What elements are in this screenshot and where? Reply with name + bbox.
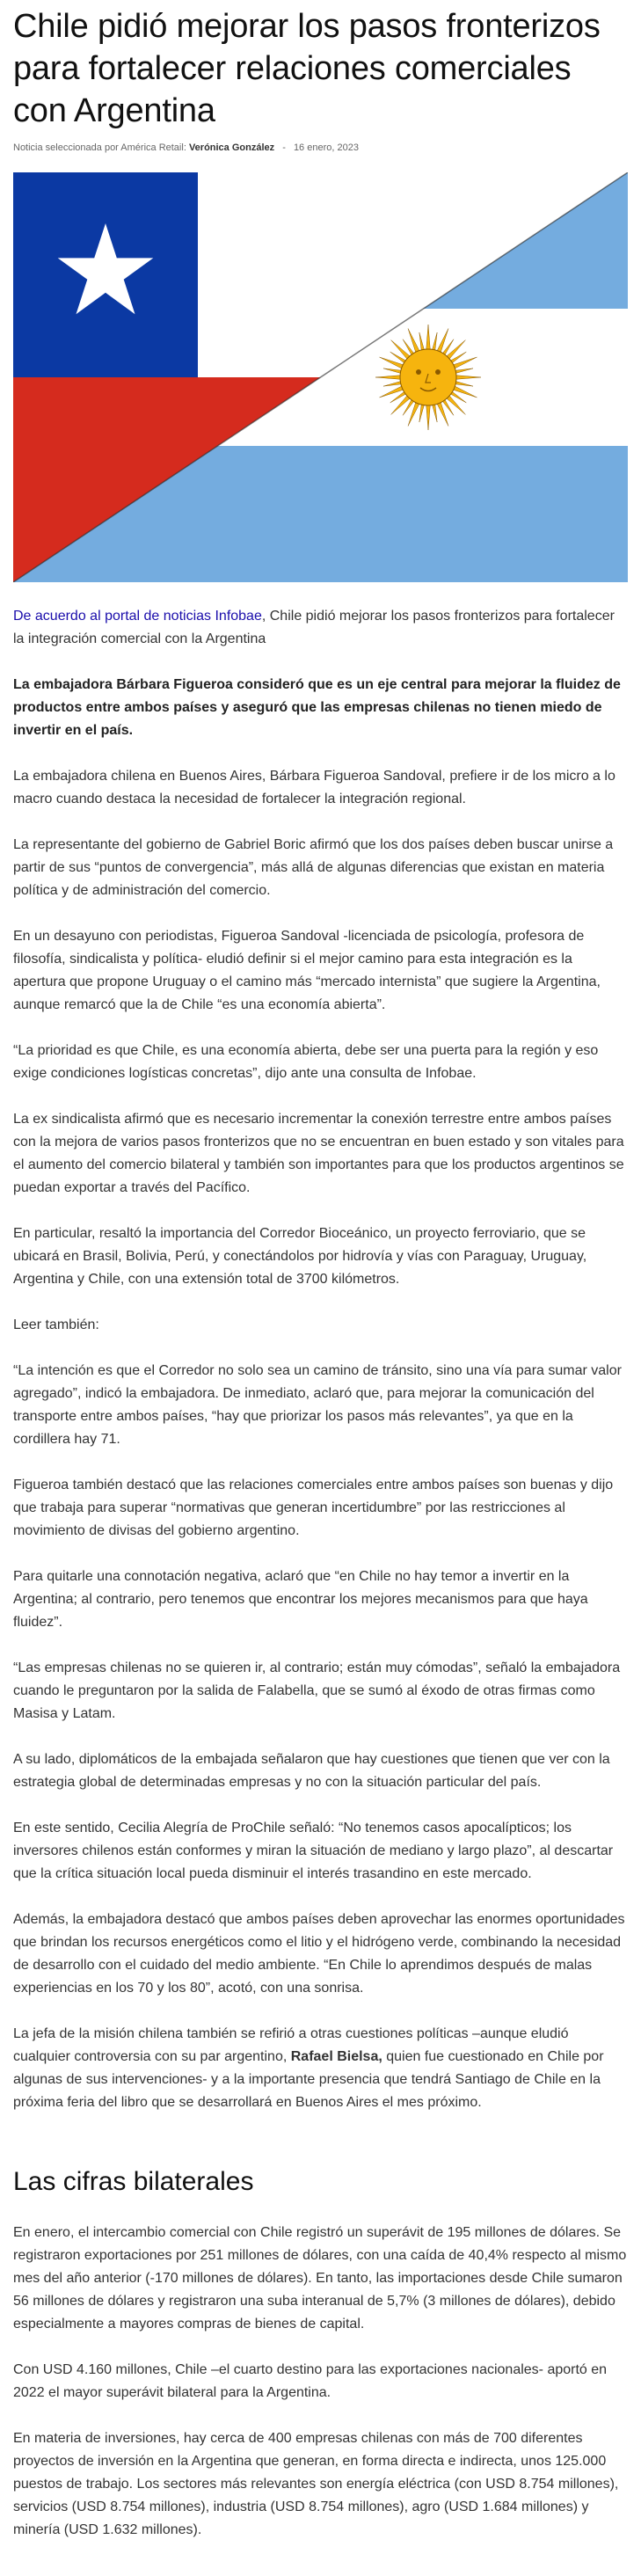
body-paragraph: La embajadora chilena en Buenos Aires, Bárbara Figueroa Sandoval, prefiere ir de los micro a lo macro cuando destaca la necesidad de fortalecer la integración regional. <box>13 769 616 806</box>
body-paragraph: La ex sindicalista afirmó que es necesario incrementar la conexión terrestre entre ambos países con la mejora de varios pasos fronterizos que no se encuentran en buen estado y son vitales para el aumento del comercio bilateral y también son importantes para que los productos argentinos se puedan exportar a través del Pacífico. <box>13 1112 624 1195</box>
author-name[interactable]: Verónica González <box>188 142 275 153</box>
body-paragraph: En este sentido, Cecilia Alegría de ProChile señaló: “No tenemos casos apocalípticos; los inversores chilenos están conformes y miran la situación de mediano y largo plazo”, al descartar que la crítica situación local pueda disminuir el interés trasandino en este mercado. <box>13 1821 614 1881</box>
intro-text: , Chile pidió mejorar los pasos fronterizos para fortalecer la integración comercial con la Argentina <box>13 609 615 646</box>
hero-image-chile-argentina-flags <box>13 172 628 582</box>
intro-paragraph <box>13 605 628 651</box>
body-paragraph: “Las empresas chilenas no se quieren ir, al contrario; están muy cómodas”, señaló la embajadora cuando le preguntaron por la salida de Falabella, que se sumó al éxodo de otras firmas como Masisa y Latam. <box>13 1660 621 1721</box>
body-paragraph: Para quitarle una connotación negativa, aclaró que “en Chile no hay temor a invertir en la Argentina; al contrario, pero tenemos que encontrar los mejores mecanismos para que haya fluidez”. <box>13 1569 588 1630</box>
section-heading: Las cifras bilaterales <box>13 2167 254 2196</box>
body-paragraph-bielsa: La jefa de la misión chilena también se refirió a otras cuestiones políticas –aunque eludió cualquier controversia con su par argentino, Rafael Bielsa, quien fue cuestionado en Chile por algunas de sus intervenciones- y a la importante presencia que tendrá Santiago de Chile en la próxima feria del libro que se desarrollará en Buenos Aires el mes próximo. <box>13 2026 604 2110</box>
article-title: Chile pidió mejorar los pasos fronterizos para fortalecer relaciones comerciales con Argentina <box>13 8 601 129</box>
infobae-source-link[interactable]: De acuerdo al portal de noticias Infobae <box>13 609 262 624</box>
read-also-label: Leer también: <box>13 1317 99 1332</box>
lead-paragraph: La embajadora Bárbara Figueroa consideró que es un eje central para mejorar la fluidez de productos entre ambos países y aseguró que las empresas chilenas no tienen miedo de invertir en el país. <box>13 677 621 738</box>
body-paragraph: La representante del gobierno de Gabriel Boric afirmó que los dos países deben buscar unirse a partir de sus “puntos de convergencia”, más allá de algunas diferencias que existan en materia política y de administración del comercio. <box>13 837 614 898</box>
body-paragraph: En particular, resaltó la importancia del Corredor Bioceánico, un proyecto ferroviario, que se ubicará en Brasil, Bolivia, Perú, y conectándolos por hidrovía y vías con Paraguay, Uruguay, Argentina y Chile, con una extensión total de 3700 kilómetros. <box>13 1226 587 1287</box>
publish-date: 16 enero, 2023 <box>293 142 359 153</box>
meta-prefix: Noticia seleccionada por América Retail: <box>13 142 186 153</box>
meta-separator: - <box>282 142 286 153</box>
bold-name: Rafael Bielsa, <box>290 2049 382 2064</box>
body-paragraph: Figueroa también destacó que las relaciones comerciales entre ambos países son buenas y dijo que trabaja para superar “normativas que generan incertidumbre” por las restricciones al movimiento de divisas del gobierno argentino. <box>13 1478 614 1538</box>
article-meta <box>13 142 628 153</box>
article <box>0 5 641 2542</box>
body-paragraph: A su lado, diplomáticos de la embajada señalaron que hay cuestiones que tienen que ver con la estrategia global de determinadas empresas y no con la situación particular del país. <box>13 1752 610 1790</box>
body-paragraph: En un desayuno con periodistas, Figueroa Sandoval -licenciada de psicología, profesora de filosofía, sindicalista y política- eludió definir si el mejor camino para esta integración es la apertura que propone Uruguay o el camino más “mercado internista” que sugiere la Argentina, aunque remarcó que la de Chile “es una economía abierta”. <box>13 929 601 1012</box>
body-paragraph: “La prioridad es que Chile, es una economía abierta, debe ser una puerta para la región y eso exige condiciones logísticas concretas”, dijo ante una consulta de Infobae. <box>13 1043 599 1081</box>
section-paragraph: En materia de inversiones, hay cerca de 400 empresas chilenas con más de 700 diferentes proyectos de inversión en la Argentina que generan, en forma directa e indirecta, unos 125.000 puestos de trabajo. Los sectores más relevantes son energía eléctrica (con USD 8.754 millones), servicios (USD 8.754 millones), industria (USD 8.754 millones), agro (USD 1.684 millones) y minería (USD 1.632 millones). <box>13 2431 619 2537</box>
body-paragraph: “La intención es que el Corredor no solo sea un camino de tránsito, sino una vía para sumar valor agregado”, indicó la embajadora. De inmediato, aclaró que, para mejorar la comunicación del transporte entre ambos países, “hay que priorizar los pasos más relevantes”, ya que en la cordillera hay 71. <box>13 1363 622 1447</box>
sun-of-may-icon <box>375 325 481 430</box>
section-paragraph: Con USD 4.160 millones, Chile –el cuarto destino para las exportaciones nacionales- aportó en 2022 el mayor superávit bilateral para la Argentina. <box>13 2362 608 2400</box>
section-paragraph: En enero, el intercambio comercial con Chile registró un superávit de 195 millones de dólares. Se registraron exportaciones por 251 millones de dólares, con una caída de 40,4% respecto al mismo mes del año anterior (-170 millones de dólares). En tanto, las importaciones desde Chile sumaron 56 millones de dólares y registraron una suba interanual de 5,7% (3 millones de dólares), debido especialmente a mayores compras de bienes de capital. <box>13 2225 627 2332</box>
body-paragraph: Además, la embajadora destacó que ambos países deben aprovechar las enormes oportunidades que brindan los recursos energéticos como el litio y el hidrógeno verde, combinando la necesidad de desarrollo con el cuidado del medio ambiente. “En Chile lo aprendimos después de malas experiencias en los 70 y los 80”, acotó, con una sonrisa. <box>13 1912 625 1996</box>
